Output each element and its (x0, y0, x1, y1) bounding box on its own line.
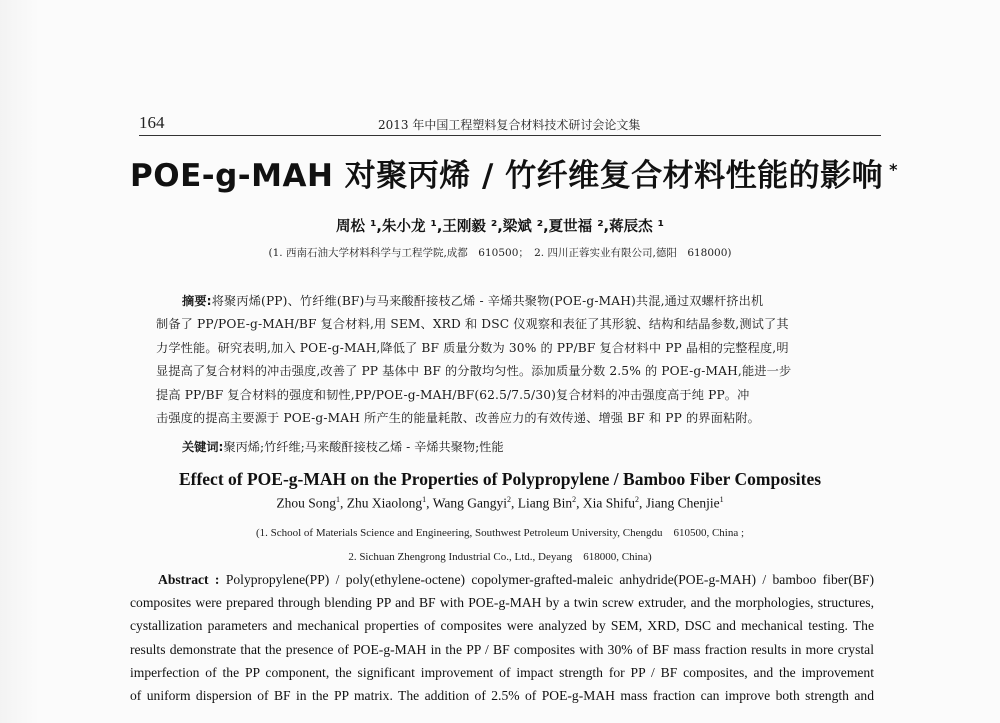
running-header (139, 113, 881, 135)
abstract-chinese-line: 力学性能。研究表明,加入 POE-g-MAH,降低了 BF 质量分数为 30% 的 PP/BF 复合材料中 PP 晶相的完整程度,明 (156, 340, 789, 355)
abstract-chinese-line: 显提高了复合材料的冲击强度,改善了 PP 基体中 BF 的分散均匀性。添加质量分数 2.5% 的 POE-g-MAH,能进一步 (156, 364, 792, 379)
author-name: Xia Shifu (582, 495, 635, 511)
running-head-title: 2013 年中国工程塑料复合材料技术研讨会论文集 (378, 118, 641, 132)
abstract-chinese-line: 击强度的提高主要源于 POE-g-MAH 所产生的能量耗散、改善应力的有效传递、增强 BF 和 PP 的界面粘附。 (156, 411, 760, 426)
author-name: Zhou Song (276, 495, 337, 511)
author-affiliation-mark: 2 (634, 495, 639, 504)
abstract-chinese-label: 摘要: (182, 294, 212, 308)
author-affiliation-mark: 1 (336, 495, 341, 504)
abstract-english-text: Polypropylene(PP) / poly(ethylene-octene) copolymer-grafted-maleic anhydride(POE-g-MAH) / bamboo fiber(BF) (225, 572, 874, 587)
abstract-chinese-line: 制备了 PP/POE-g-MAH/BF 复合材料,用 SEM、XRD 和 DSC 仪观察和表征了其形貌、结构和结晶参数,测试了其 (156, 317, 789, 332)
header-rule (139, 135, 881, 136)
keywords-chinese (182, 438, 504, 455)
page-edge-shadow (0, 0, 40, 723)
abstract-english-line: imperfection of the PP component, the significant improvement of impact strength for PP / BF composites, and the improvement (130, 664, 874, 680)
abstract-english-line: results demonstrate that the presence of POE-g-MAH in the PP / BF composites with 30% of BF mass fraction results in more crystal (130, 641, 874, 657)
authors-chinese: 周松 ¹,朱小龙 ¹,王刚毅 ²,梁斌 ²,夏世福 ²,蒋辰杰 ¹ (336, 219, 664, 235)
affiliation-english-1: (1. School of Materials Science and Engineering, Southwest Petroleum University, Chengdu 610500, China ; (255, 527, 745, 539)
page-number: 164 (139, 113, 165, 132)
title-footnote-mark: * (889, 159, 899, 179)
keywords-chinese-label: 关键词: (182, 440, 224, 454)
abstract-english-line: of uniform dispersion of BF in the PP matrix. The addition of 2.5% of POE-g-MAH mass fraction can improve both strength and (130, 688, 874, 704)
abstract-chinese-line: 提高 PP/BF 复合材料的强度和韧性,PP/POE-g-MAH/BF(62.5/7.5/30)复合材料的冲击强度高于纯 PP。冲 (156, 387, 750, 402)
abstract-english-label: Abstract : (158, 572, 220, 587)
affiliation-english-2: 2. Sichuan Zhengrong Industrial Co., Ltd., Deyang 618000, China) (348, 551, 652, 563)
author-name: Liang Bin (517, 495, 573, 511)
abstract-chinese (156, 290, 874, 430)
author-name: Jiang Chenjie (645, 495, 720, 511)
authors-english: Zhou Song$^1$, Zhu Xiaolong$^1$, Wang Gangyi$^2$, Liang Bin$^2$, Xia Shifu$^2$, Jiang Chenjie$^1$ (276, 495, 724, 511)
abstract-english-line: cystallization parameters and mechanical properties of composites were analyzed by SEM, XRD, DSC and mechanical testing. The (130, 618, 874, 634)
author-affiliation-mark: 1 (422, 495, 427, 504)
author-name: Zhu Xiaolong (346, 495, 423, 511)
author-affiliation-mark: 2 (506, 495, 511, 504)
author-affiliation-mark: 2 (572, 495, 577, 504)
author-name: Wang Gangyi (432, 495, 507, 511)
abstract-english-line (130, 568, 874, 591)
title-english: Effect of POE-g-MAH on the Properties of Polypropylene / Bamboo Fiber Composites (178, 469, 822, 489)
keywords-chinese-text: 聚丙烯;竹纤维;马来酸酐接枝乙烯 - 辛烯共聚物;性能 (223, 440, 504, 454)
title-chinese (130, 150, 899, 195)
abstract-english (130, 568, 874, 707)
abstract-chinese-text: 将聚丙烯(PP)、竹纤维(BF)与马来酸酐接枝乙烯 - 辛烯共聚物(POE-g-MAH)共混,通过双螺杆挤出机 (211, 294, 764, 308)
abstract-chinese-line (156, 290, 874, 313)
title-chinese-text: POE-g-MAH 对聚丙烯 / 竹纤维复合材料性能的影响 (130, 158, 884, 194)
author-affiliation-mark: 1 (719, 495, 724, 504)
abstract-english-line: composites were prepared through blending PP and BF with POE-g-MAH by a twin screw extruder, and the morphologies, structures, (130, 595, 874, 611)
affiliation-chinese: (1. 西南石油大学材料科学与工程学院,成都 610500； 2. 四川正蓉实业有限公司,德阳 618000) (268, 247, 732, 259)
